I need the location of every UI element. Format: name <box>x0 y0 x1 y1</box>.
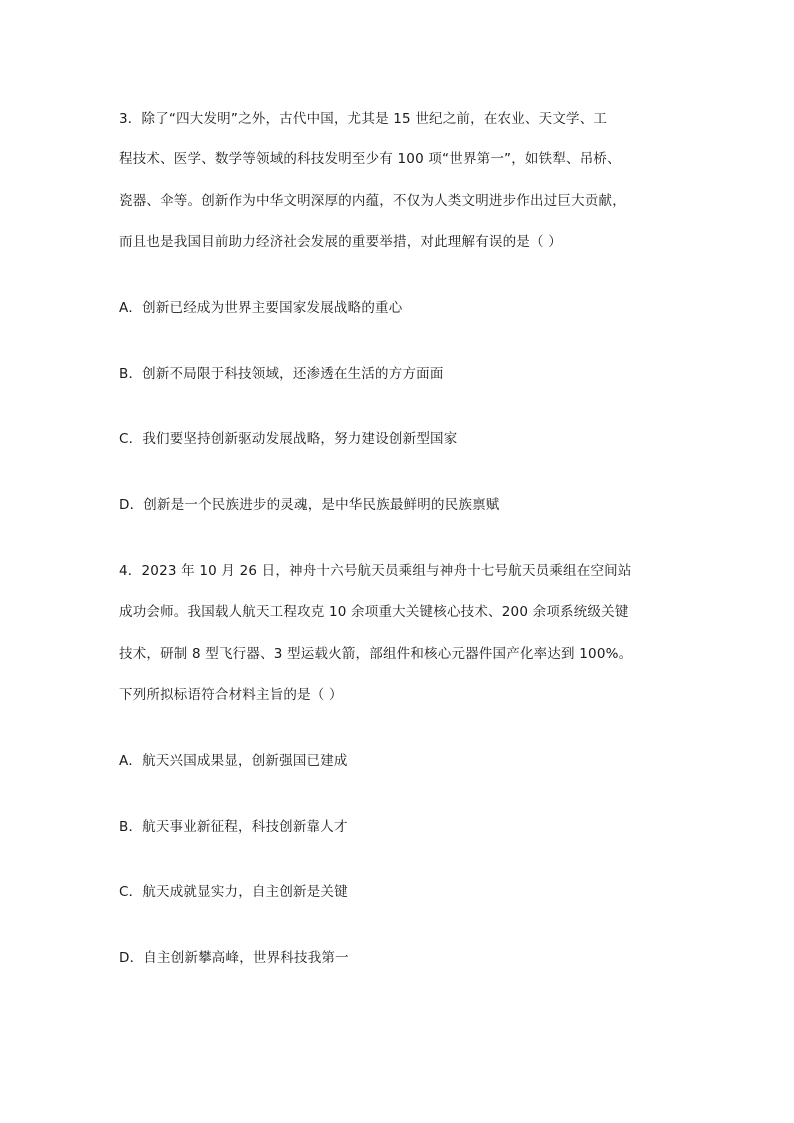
q3-option-a: A．创新已经成为世界主要国家发展战略的重心 <box>119 300 403 316</box>
q4-option-a: A．航天兴国成果显，创新强国已建成 <box>119 753 348 769</box>
q4-option-d: D．自主创新攀高峰，世界科技我第一 <box>119 950 349 966</box>
q4-stem-line-1: 4．2023 年 10 月 26 日，神舟十六号航天员乘组与神舟十七号航天员乘组在空间站 <box>119 563 632 579</box>
q4-option-c: C．航天成就显实力，自主创新是关键 <box>119 884 348 900</box>
q4-stem-line-3: 技术，研制 8 型飞行器、3 型运载火箭，部组件和核心元器件国产化率达到 100%。 <box>119 646 633 662</box>
q4-stem-line-4: 下列所拟标语符合材料主旨的是（ ） <box>119 687 343 703</box>
q3-option-c: C．我们要坚持创新驱动发展战略，努力建设创新型国家 <box>119 431 458 447</box>
q3-option-b: B．创新不局限于科技领域，还渗透在生活的方方面面 <box>119 366 444 382</box>
q3-stem-line-3: 瓷器、伞等。创新作为中华文明深厚的内蕴，不仅为人类文明进步作出过巨大贡献， <box>119 193 626 209</box>
q3-stem-line-2: 程技术、医学、数学等领域的科技发明至少有 100 项“世界第一”，如铁犁、吊桥、 <box>119 151 621 167</box>
q4-stem-line-2: 成功会师。我国载人航天工程攻克 10 余项重大关键核心技术、200 余项系统级关键 <box>119 604 629 620</box>
q3-option-d: D．创新是一个民族进步的灵魂，是中华民族最鲜明的民族禀赋 <box>119 497 500 513</box>
q4-option-b: B．航天事业新征程，科技创新靠人才 <box>119 819 348 835</box>
q3-stem-line-1: 3．除了“四大发明”之外，古代中国，尤其是 15 世纪之前，在农业、天文学、工 <box>119 111 608 127</box>
q3-stem-line-4: 而且也是我国目前助力经济社会发展的重要举措，对此理解有误的是（ ） <box>119 234 562 250</box>
